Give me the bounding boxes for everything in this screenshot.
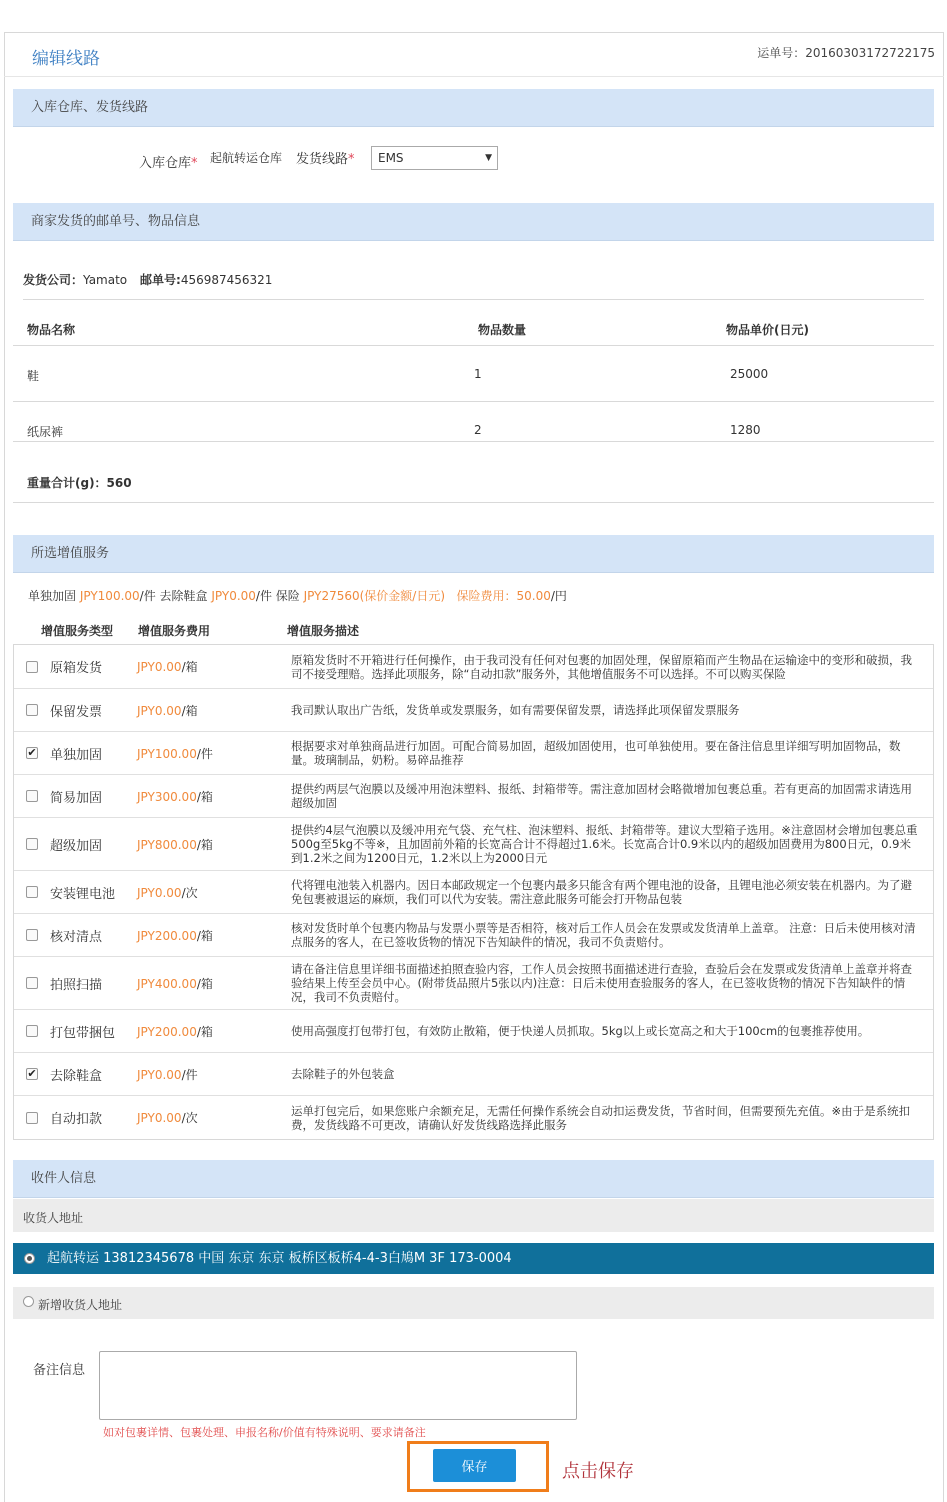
service-desc: 提供约4层气泡膜以及缓冲用充气袋、充气柱、泡沫塑料、报纸、封箱带等。建议大型箱子选用。※注意固材会增加包裹总重500g至5kg不等※，且加固前外箱的长宽高合计不得超过1.6米。长宽高合计0.9米以内的超级加固费用为800日元，0.9米到1.2米之间为1200日元，1.2米以上为2000日元 [291,823,918,865]
address-label: 收货人地址 [23,1211,84,1225]
section-header-receiver: 收件人信息 [13,1160,934,1198]
service-name: 超级加固 [50,838,103,854]
save-button[interactable]: 保存 [433,1449,516,1482]
item-name: 鞋 [27,369,40,383]
service-name: 保留发票 [50,704,103,720]
col-service-type: 增值服务类型 [41,624,114,638]
service-checkbox[interactable] [26,1025,38,1037]
service-desc: 使用高强度打包带打包，有效防止散箱，便于快递人员抓取。5kg以上或长宽高之和大于100cm的包裹推荐使用。 [291,1024,870,1038]
section-header-route: 入库仓库、发货线路 [13,89,934,127]
divider [13,441,934,442]
service-row [14,732,933,775]
service-fee: JPY0.00/箱 [137,660,198,674]
service-fee: JPY0.00/次 [137,1111,198,1125]
service-fee: JPY200.00/箱 [137,1024,213,1039]
service-desc: 提供约两层气泡膜以及缓冲用泡沫塑料、报纸、封箱带等。需注意加固材会略微增加包裹总重。若有更高的加固需求请选用超级加固 [291,782,912,810]
service-name: 核对清点 [50,929,103,945]
service-name: 自动扣款 [50,1112,103,1127]
service-desc: 原箱发货时不开箱进行任何操作，由于我司没有任何对包裹的加固处理，保留原箱而产生物品在运输途中的变形和破损，我司不接受理赔。选择此项服务，除“自动扣款”服务外，其他增值服务不可以选择。不可以购买保险 [291,652,912,681]
warehouse-value: 起航转运仓库 [210,151,283,165]
service-row [14,1010,933,1053]
item-price: 1280 [730,423,761,437]
service-checkbox[interactable] [26,790,38,802]
title-divider [4,76,944,77]
divider [13,502,934,503]
service-name: 安装锂电池 [50,886,116,902]
service-name: 去除鞋盒 [50,1068,103,1084]
item-price: 25000 [730,367,769,381]
route-label: 发货线路* [296,152,355,167]
service-checkbox[interactable] [26,886,38,898]
section-header-services: 所选增值服务 [13,535,934,573]
address-label-bar [13,1199,934,1232]
remark-textarea[interactable] [99,1351,577,1420]
divider [13,401,934,402]
weight-total: 重量合计(g)：560 [27,476,132,490]
item-name: 纸尿裤 [27,425,64,439]
service-desc: 我司默认取出广告纸，发货单或发票服务，如有需要保留发票，请选择此项保留发票服务 [291,703,740,717]
service-checkbox[interactable] [26,704,38,716]
tracking-number: 邮单号:456987456321 [140,273,273,287]
save-annotation: 点击保存 [562,1461,634,1482]
service-name: 打包带捆包 [50,1025,116,1041]
service-row [14,871,933,914]
service-row [14,914,933,957]
col-item-price: 物品单价(日元) [726,323,809,337]
service-desc: 去除鞋子的外包装盒 [291,1067,395,1081]
service-row [14,957,933,1010]
selected-address-text: 起航转运 13812345678 中国 东京 东京 板桥区板桥4-4-3白鳩M 3F 173-0004 [47,1251,512,1266]
col-item-qty: 物品数量 [478,323,527,337]
item-qty: 1 [474,367,482,381]
service-fee: JPY800.00/箱 [137,837,213,852]
service-name: 原箱发货 [50,661,103,676]
service-fee: JPY300.00/箱 [137,789,213,804]
service-desc: 代将锂电池装入机器内。因日本邮政规定一个包裹内最多只能含有两个锂电池的设备，且锂电池必须安装在机器内。为了避免包裹被退运的麻烦，我们可以代为安装。需注意此服务可能会打开物品包装 [291,878,912,906]
services-table [13,644,934,1140]
service-desc: 请在备注信息里详细书面描述拍照查验内容，工作人员会按照书面描述进行查验，查验后会在发票或发货清单上盖章并将查验结果上传至会员中心。(附带货品照片5张以内)注意：日后未使用查验服务的客人，在已签收货物的情况下告知缺件的情况，我司不负责赔付。 [291,962,912,1004]
service-fee: JPY0.00/次 [137,885,198,900]
section-header-items: 商家发货的邮单号、物品信息 [13,203,934,241]
service-checkbox[interactable] [26,929,38,941]
services-summary: 单独加固 JPY100.00/件 去除鞋盒 JPY0.00/件 保险 JPY27560(保价金额/日元) 保险费用：50.00/円 [28,589,567,603]
service-name: 单独加固 [50,747,103,763]
divider [13,345,934,346]
service-fee: JPY0.00/箱 [137,703,198,718]
service-desc: 根据要求对单独商品进行加固。可配合简易加固，超级加固使用，也可单独使用。要在备注信息里详细写明加固物品，数量。玻璃制品，奶粉。易碎品推荐 [291,739,901,767]
service-row [14,645,933,689]
service-desc: 运单打包完后，如果您账户余额充足，无需任何操作系统会自动扣运费发货，节省时间，但需要预先充值。※由于是系统扣费，发货线路不可更改，请确认好发货线路选择此服务 [291,1103,911,1132]
address-radio[interactable] [24,1253,35,1264]
new-address-bar[interactable] [13,1287,934,1319]
col-service-desc: 增值服务描述 [287,624,360,638]
service-row [14,1053,933,1096]
service-desc: 核对发货时单个包裹内物品与发票小票等是否相符，核对后工作人员会在发票或发货清单上盖章。 注意：日后未使用核对清点服务的客人，在已签收货物的情况下告知缺件的情况，我司不负责赔付。 [291,921,916,949]
chevron-down-icon: ▼ [485,153,492,163]
shipping-company: 发货公司：Yamato [23,273,128,287]
warehouse-label: 入库仓库* [139,156,198,171]
service-checkbox[interactable] [26,661,38,673]
service-checkbox[interactable] [26,1112,38,1124]
service-checkbox[interactable]: ✔ [27,1067,37,1080]
service-name: 拍照扫描 [50,977,103,993]
service-checkbox[interactable] [26,838,38,850]
service-row [14,1096,933,1139]
service-fee: JPY100.00/件 [137,746,213,761]
new-address-radio[interactable] [23,1296,34,1307]
route-select[interactable]: EMS ▼ [371,146,498,170]
item-qty: 2 [474,423,482,437]
service-fee: JPY400.00/箱 [137,976,213,991]
divider [23,299,924,300]
remark-hint: 如对包裹详情、包裹处理、申报名称/价值有特殊说明、要求请备注 [103,1426,426,1439]
selected-address[interactable] [13,1243,934,1274]
page-title: 编辑线路 [32,49,100,69]
col-service-fee: 增值服务费用 [138,624,211,638]
service-row [14,775,933,818]
service-row [14,818,933,871]
order-number: 运单号：20160303172722175 [757,46,935,60]
service-fee: JPY0.00/件 [137,1067,198,1082]
col-item-name: 物品名称 [27,323,76,337]
new-address-label: 新增收货人地址 [38,1298,123,1312]
service-row [14,689,933,732]
service-name: 简易加固 [50,790,103,806]
service-checkbox[interactable]: ✔ [27,746,37,759]
remark-label: 备注信息 [33,1363,86,1378]
service-fee: JPY200.00/箱 [137,928,213,943]
service-checkbox[interactable] [26,977,38,989]
